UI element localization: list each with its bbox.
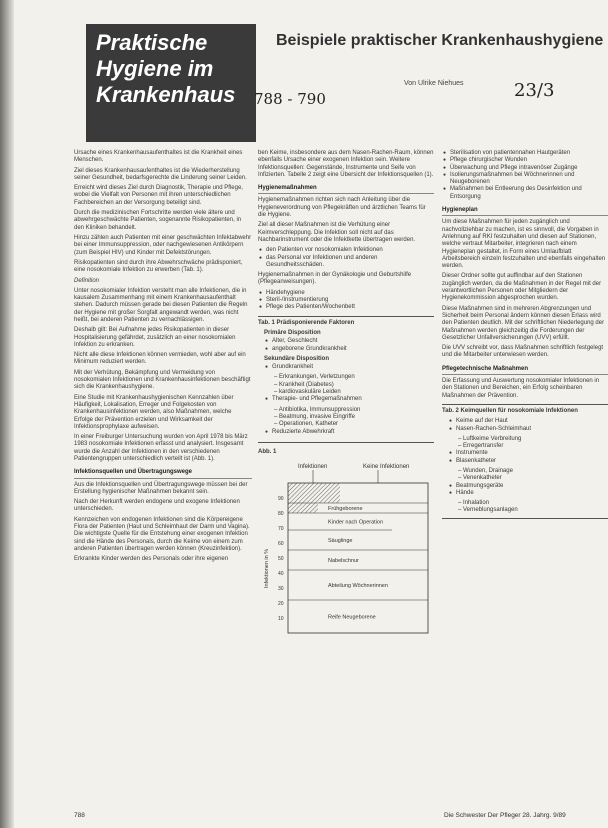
paragraph: Ziel all dieser Maßnahmen ist die Verhütung einer Keimverschleppung. Die Infektion soll nicht auf das Nachbarinstrument oder die Infektkette übertragen werden.	[258, 222, 416, 243]
list-item: ● Händehygiene	[266, 290, 434, 297]
handwritten-note: 23/3	[514, 80, 555, 101]
subitem-text: Erkrankungen, Verletzungen	[279, 374, 355, 381]
list-item: ● Nasen-Rachen-Schleimhaut	[456, 426, 608, 433]
paragraph: Die UVV schreibt vor, dass Maßnahmen schriftlich festgelegt und die Mitarbeiter unterwiesen werden.	[442, 345, 604, 359]
y-tick-label: 90	[278, 496, 284, 503]
paragraph: Dieser Ordner sollte gut auffindbar auf den Stationen zugänglich werden, da die Maßnahmen in der Regel mit der verantwortlichen Personen oder Mitgliedern der Hygienekommission abgesprochen wurden.	[442, 273, 602, 302]
list-item: ● Alter, Geschlecht	[272, 338, 434, 345]
table-list	[442, 450, 608, 465]
paragraph: Hinzu zählen auch Patienten mit einer geschwächten Infektabwehr bei einer Immunsuppression, oder nachgewiesenen Antikörpern (zum Beispiel HIV) und Kinder mit Defektstörungen.	[74, 234, 252, 256]
paragraph: Kennzeichen von endogenen Infektionen sind die Körpereigene Flora der Patienten (Haut und Schleimhaut der Darm und Vagina). Die wichtigste Quelle für die Entstehung einer exogenen Infektion sind die Hände des Personals, durch die Keime von einem zum anderen Patienten übertragen werden können (Kreuzinfektion).	[74, 516, 250, 552]
table-subitem: – Krankheit (Diabetes)	[274, 381, 334, 388]
table-list	[442, 418, 608, 433]
subheading: Definition	[74, 278, 100, 285]
subitem-text: Krankheit (Diabetes)	[279, 381, 334, 388]
figure-label-keine: Keine Infektionen	[363, 464, 410, 471]
banner-title-line: Praktische	[96, 30, 208, 55]
paragraph: Ursache eines Krankenhausaufenthaltes ist die Krankheit eines Menschen.	[74, 150, 243, 164]
list-item: ● angeborene Grundkrankheit	[272, 346, 434, 353]
y-ticks	[278, 496, 284, 622]
table-subitem: – Venenkatheter	[458, 475, 502, 482]
journal-footer: Die Schwester Der Pfleger 28. Jahrg. 9/89	[444, 812, 566, 819]
table-list	[258, 338, 434, 353]
y-tick-label: 20	[278, 601, 284, 608]
paragraph: Deshalb gilt: Bei Aufnahme jedes Risikopatienten in dieser Hospitalisierung gefährdet, zusätzlich an einer nosokomialen Infektion zu erkranken.	[74, 327, 236, 348]
text-column-1	[74, 150, 252, 567]
paragraph: Erreicht wird dieses Ziel durch Diagnostik, Therapie und Pflege, wobei die Vielfalt von Personen mit ihren unterschiedlichen Fachbereichen an der Versorgung beteiligt sind.	[74, 185, 243, 206]
paragraph: Diese Maßnahmen sind in mehreren Abgrenzungen und Sicherheit beim Personal ändern können diesen Erlass wird den Patienten deutlich. Mit der schriftlichen Niederlegung der Maßnahmen werden gleichzeitig die Forderungen der Gesetzlicher Unfallversicherungen (UVV) erfüllt.	[442, 305, 605, 341]
table-subitem: – Inhalation	[458, 500, 490, 507]
table-group: Sekundäre Disposition	[264, 355, 330, 362]
chart-bands	[288, 503, 428, 621]
subitem-text: Operationen, Katheter	[279, 421, 339, 428]
band-label: Reife Neugeborene	[328, 614, 376, 621]
list-item: ● Überwachung und Pflege intravenöser Zugänge	[450, 165, 608, 172]
table-subitem: – Luftkeime Verbreitung	[458, 435, 522, 442]
band-label: Nabelschnur	[328, 558, 359, 565]
section-heading: Infektionsquellen und Übertragungswege	[74, 469, 252, 478]
paragraph: Nach der Herkunft werden endogene und exogene Infektionen unterschieden.	[74, 499, 240, 513]
list-item: ● Instrumente	[456, 450, 608, 457]
subitem-text: Beatmung, invasive Eingriffe	[279, 413, 355, 420]
list-item: ● Pflege chirurgischer Wunden	[450, 157, 608, 164]
band-label: Frühgeborene	[328, 506, 363, 513]
y-tick-label: 30	[278, 586, 284, 593]
paragraph: ben Keime, insbesondere aus dem Nasen-Rachen-Raum, können ebenfalls Ursache einer exogenen Infektion sein. Weitere Infektionsquellen: Gegenstände, Instrumente und Seife von Infizierten. Tabelle 2 zeigt eine Übersicht der Infektionsquellen (1).	[258, 150, 434, 178]
table-subitem: – Operationen, Katheter	[274, 421, 339, 428]
section-heading: Hygienemaßnahmen	[258, 185, 434, 194]
figure-title: Abb. 1	[258, 448, 277, 455]
paragraph: In einer Freiburger Untersuchung wurden von April 1978 bis März 1983 nosokomiale Infektionen erfasst und analysiert. Insgesamt wurde die Anzahl der Infektionen in den verschiedenen Patientengruppen unterschiedlich verteilt ist (Abb. 1).	[74, 434, 248, 462]
y-axis-label: Infektionen in %	[264, 548, 270, 589]
list-item: ● Sterilisation von patientennahen Hautgeräten	[450, 150, 608, 157]
bullet-list	[442, 150, 608, 201]
band-label: Säuglinge	[328, 538, 353, 545]
list-item: ● Isolierungsmaßnahmen bei Wöchnerinnen und Neugeborenen	[450, 172, 608, 187]
y-tick-label: 60	[278, 541, 284, 548]
paragraph: Durch die medizinischen Fortschritte werden viele ältere und abwehrgeschwächte Patienten, sogenannte Risikopatienten, in den Kliniken behandelt.	[74, 210, 242, 231]
table-title: Tab. 2 Keimquellen für nosokomiale Infektionen	[442, 407, 578, 414]
subitem-text: kardiovaskuläre Leiden	[279, 389, 341, 396]
paragraph: Mit der Verhütung, Bekämpfung und Vermeidung von nosokomialen Infektionen und Krankenhausinfektionen beschäftigt sich die Krankenhaushygiene.	[74, 369, 251, 391]
bullet-list	[258, 290, 434, 312]
table-2	[442, 404, 608, 519]
table-group: Primäre Disposition	[264, 329, 321, 336]
table-subitem: – Wunden, Drainage	[458, 467, 513, 474]
page-number: 788	[74, 812, 85, 819]
hatched-area	[288, 483, 340, 503]
section-banner	[86, 24, 256, 142]
paragraph: Eine Studie mit Krankenhaushygienischen Kennzahlen über Häufigkeit, Lokalisation, Erreger und Folgekosten von Krankenhausinfektionen werden, also Maßnahmen, welche Erfolge der Prävention erzielen und Wirksamkeit der Infektionsprophylaxe aufweisen.	[74, 394, 234, 430]
paragraph: Um diese Maßnahmen für jeden zugänglich und nachvollziehbar zu machen, ist es sinnvoll, die Vorgaben in Anlehnung auf RKI festzuhalten und diesen auf Stationen, welche vertraut Mitarbeiter, integrieren nach einem Hygieneplan gestaltet, in Form eines Umlaufblatt Arbeitsbereich einzeln festzuhalten und ebenfalls eingehalten werden.	[442, 219, 606, 270]
list-item: ● das Personal vor Infektionen und anderen Gesundheitsschäden.	[266, 255, 434, 270]
banner-title-line: Hygiene im	[96, 56, 214, 81]
figure-label-infektionen: Infektionen	[298, 464, 328, 471]
table-subitem: – Erkrankungen, Verletzungen	[274, 374, 355, 381]
list-item: ● Grundkrankheit	[272, 364, 434, 371]
band-label: Kinder nach Operation	[328, 519, 384, 526]
book-spine	[0, 0, 14, 828]
list-item: ● Pflege des Patienten/Wochenbett	[266, 304, 434, 311]
list-item: ● Hände	[456, 490, 608, 497]
y-tick-label: 80	[278, 511, 284, 518]
y-tick-label: 70	[278, 526, 284, 533]
paragraph: Hygienemaßnahmen in der Gynäkologie und Geburtshilfe (Pflegeanweisungen).	[258, 272, 412, 286]
table-list	[258, 396, 434, 403]
hatched-area	[288, 503, 318, 513]
document-page	[14, 0, 608, 828]
list-item: ● Reduzierte Abwehrkraft	[272, 429, 434, 436]
y-tick-label: 40	[278, 571, 284, 578]
table-subitem: – Beatmung, invasive Eingriffe	[274, 413, 355, 420]
paragraph: Die Erfassung und Auswertung nosokomialer Infektionen in den Stationen und Bereichen, ein Erfolg scheinbaren Maßnahmen der Prävention.	[442, 378, 600, 399]
subitem-text: Antibiotika, Immunsuppression	[278, 406, 361, 413]
table-list	[258, 429, 434, 436]
list-item: ● den Patienten vor nosokomialen Infektionen	[266, 247, 434, 254]
table-subitem: – Antibiotika, Immunsuppression	[274, 406, 361, 413]
article-author: Von Ulrike Niehues	[404, 80, 464, 87]
paragraph: Hygienemaßnahmen richten sich nach Anleitung über die Hygieneverordnung von Pflegekräften und ärztlichen Teams für die Hygiene.	[258, 197, 426, 219]
figure-1-chart	[258, 458, 434, 638]
article-title: Beispiele praktischer Krankenhaushygiene	[276, 32, 604, 49]
paragraph: Erkrankte Kinder werden des Personals oder ihre eigenen	[74, 556, 229, 563]
banner-title	[96, 30, 256, 108]
handwritten-page-range: 788 - 790	[254, 90, 326, 108]
table-list	[258, 364, 434, 371]
bullet-list	[258, 247, 434, 269]
list-item: ● Beatmungsgeräte	[456, 483, 608, 490]
list-item: ● Blasenkatheter	[456, 458, 608, 465]
text-column-2	[258, 150, 434, 641]
banner-title-line: Krankenhaus	[96, 82, 236, 107]
list-item: ● Keime auf der Haut	[456, 418, 608, 425]
paragraph: Nicht alle diese Infektionen können vermieden, wohl aber auf ein Minimum reduziert werden.	[74, 352, 246, 366]
section-heading: Pflegetechnische Maßnahmen	[442, 366, 608, 375]
section-heading: Hygieneplan	[442, 207, 608, 216]
paragraph: Unter nosokomialer Infektion versteht man alle Infektionen, die in kausalem Zusammenhang mit einem Krankenhausaufenthalt stehen. Dadurch müssen gerade bei diesen Patienten die Regeln der Hygiene mit großer Sorgfalt angewandt werden, was nicht heißt, bei anderen Patienten zu vernachlässigen.	[74, 287, 248, 323]
paragraph: Aus die Infektionsquellen und Übertragungswege müssen bei der Erstellung hygienischer Maßnahmen bekannt sein.	[74, 481, 248, 495]
table-subitem: – Verneblungsanlagen	[458, 507, 518, 514]
table-subitem: – kardiovaskuläre Leiden	[274, 389, 341, 396]
table-list	[442, 483, 608, 498]
y-tick-label: 10	[278, 616, 284, 623]
table-title: Tab. 1 Prädisponierende Faktoren	[258, 319, 355, 326]
paragraph: Ziel dieses Krankenhausaufenthaltes ist die Wiederherstellung seiner Gesundheit, bedarfsgerechte die Linderung seiner Leiden.	[74, 167, 247, 181]
band-label: Abteilung Wöchnerinnen	[328, 583, 388, 590]
list-item: ● Therapie- und Pflegemaßnahmen	[272, 396, 434, 403]
table-subitem: – Erregertransfer	[458, 443, 504, 450]
paragraph: Risikopatienten sind durch ihre Abwehrschwäche prädisponiert, eine nosokomiale Infektion zu erwerben (Tab. 1).	[74, 259, 243, 274]
y-tick-label: 50	[278, 556, 284, 563]
list-item: ● Steril-/Instrumentierung	[266, 297, 434, 304]
text-column-3	[442, 150, 608, 523]
table-1	[258, 316, 434, 443]
list-item: ● Maßnahmen bei Entleerung des Desinfektion und Entsorgung	[450, 186, 608, 201]
